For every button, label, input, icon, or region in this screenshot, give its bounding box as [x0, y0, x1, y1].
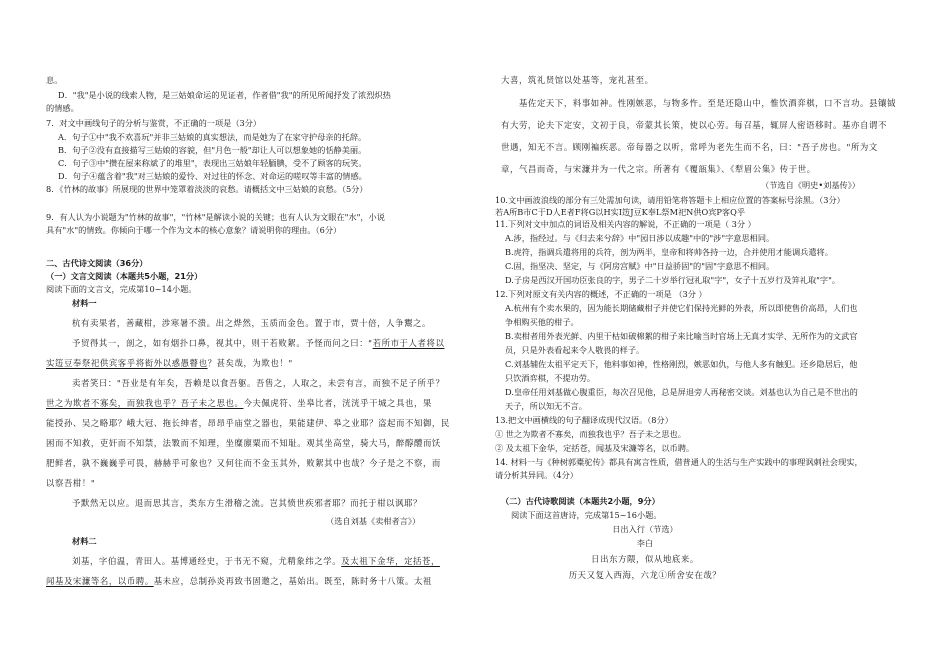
- material-2-p2: [46, 576, 432, 587]
- material-1-p9: 以察吾柑！": [46, 478, 96, 488]
- question-12: 12.下列对原文有关内容的概述，不正确的一项是 （3分 ）: [495, 289, 707, 299]
- question-10-line2: 若A所B市C于D人E者F将G以H实I笾J豆K奉L祭M祀N供O宾P客Q乎: [495, 207, 746, 217]
- question-8: 8．《竹林的故事》所展现的世界中笼罩着淡淡的哀愁。请概括文中三姑娘的哀愁。（5分）: [46, 184, 368, 194]
- material-2-title: 材料二: [72, 536, 97, 546]
- material-1-p2: [72, 338, 444, 349]
- material-2-source: （节选自《明史•刘基传》）: [761, 180, 860, 190]
- wavy-line-part2: 实笾豆奉祭祀供宾客乎将衒外以惑愚瞽也: [46, 358, 208, 368]
- material-2-p6: 世遇，知无不言。顾刚褊疾恶。帝每器之以听，常呼为老先生而不名，曰："吾子房也。"所为文: [501, 142, 878, 152]
- q12-option-c-1: C.刘基辅佐太祖平定天下，他料事如神，性格刚烈，嫉恶如仇，与他人多有触犯。还乡隐居后，他: [505, 359, 858, 369]
- material-2-p2b: 基未应，总制孙炎再致书固邀之，基始出。既至，陈时务十八策。太祖: [153, 576, 432, 586]
- q6-option-d-cont: 的情感。: [46, 103, 79, 113]
- material-1-p10: 予默然无以应。退而思其言，类东方生滑稽之流。岂其愤世疾邪者耶？而托于柑以讽耶？: [72, 498, 423, 508]
- question-7: 7．对文中画线句子的分析与鉴赏，不正确的一项是（3分）: [46, 118, 262, 128]
- q11-option-d: D.子房是西汉开国功臣张良的字，男子二十岁举行冠礼取"字"，女子十五岁行及笄礼取"字"。: [505, 275, 841, 285]
- q11-option-b: B.虎符，指调兵遣将用的兵符，剖为两半，皇帝和将帅各持一边，合并使用才能调兵遣将。: [505, 247, 833, 257]
- material-1-p7: 困而不知救，吏奸而不知禁，法斁而不知理，坐糜廪粟而不知耻。观其坐高堂，骑大马，醉醇醴而饫: [46, 438, 441, 448]
- q11-option-a: A.涉，指经过。与《归去来兮辞》中"园日涉以成趣"中的"涉"字意思相同。: [505, 233, 775, 243]
- material-1-p4: 卖者笑曰："吾业是有年矣，吾赖是以食吾躯。吾售之，人取之，未尝有言，而独不足子所乎？: [72, 378, 445, 388]
- question-14-line2: 请分析其异同。（4分）: [495, 470, 578, 480]
- underlined-sentence-2b: 闻基及宋濂等名，以币聘。: [46, 576, 154, 586]
- material-2-p1: [72, 556, 440, 567]
- q7-option-a: A．句子①中"我不欢喜玩"并非三姑娘的真实想法，而是她为了在家守护母亲的托辞。: [58, 132, 367, 142]
- material-1-source: （选自刘基《卖柑者言》）: [326, 516, 421, 526]
- section-2-1-intro: 阅读下面的文言文，完成第10~14小题。: [46, 284, 197, 294]
- material-1-p5: [46, 398, 432, 409]
- material-1-p3: [46, 358, 293, 369]
- q7-option-d: D．句子④蕴含着"我"对三姑娘的爱怜、对过往的怀念、对命运的嗟叹等丰富的情感。: [58, 171, 367, 181]
- poem-author: 李白: [636, 538, 654, 548]
- q12-option-a-1: A.杭州有个卖水果的，因为能长期储藏柑子并使它们保持光鲜的外表，所以即使售价高昂，人们也: [505, 303, 858, 313]
- q13-sentence-2: ② 及太祖下金华，定括苍，闻基及宋濂等名，以币聘。: [495, 443, 695, 453]
- material-1-p8: 肥鲜者，孰不巍巍乎可畏，赫赫乎可象也？又何往而不金玉其外，败絮其中也哉？今子是之不察，而: [46, 458, 441, 468]
- section-2-2-intro: 阅读下面这首唐诗，完成第15~16小题。: [511, 510, 662, 520]
- q12-option-a-2: 争相购买他的柑子。: [505, 317, 579, 327]
- underlined-sentence-2a: 及太祖下金华，定括苍，: [341, 556, 440, 566]
- q12-option-d-1: D.皇帝任用刘基做心腹重臣，每次召见他，总是屏退旁人再秘密交谈。刘基也认为自己是不世出的: [505, 387, 858, 397]
- question-10-line1: 10.文中画波浪线的部分有三处需加句读，请用铅笔将答题卡上相应位置的答案标号涂黑。（3分）: [495, 195, 845, 205]
- poem-line-1: 日出东方隈，似从地底来。: [591, 554, 699, 564]
- material-2-p3: 大喜，筑礼贤馆以处基等，宠礼甚至。: [501, 75, 654, 85]
- poem-title: 日出入行（节选）: [612, 524, 678, 534]
- material-2-p4: 基佐定天下，料事如神。性刚嫉恶，与物多忤。至是还隐山中，惟饮酒弈棋，口不言功。县镶钺: [519, 98, 896, 108]
- q12-option-b-1: B.卖柑者用外表光鲜、内里干枯如破棉絮的柑子来比喻当时官场上无真才实学、无所作为的文武官: [505, 331, 858, 341]
- section-2-heading: 二、古代诗文阅读（36分）: [46, 258, 148, 268]
- material-1-p5b: 今夫佩虎符、坐皋比者，洸洸乎干城之具也，果: [243, 398, 432, 408]
- material-1-p6: 能授孙、吴之略耶？峨大冠、拖长绅者，昂昂乎庙堂之器也，果能建伊、皋之业耶？盗起而不知御，民: [46, 418, 450, 428]
- q12-option-d-2: 天子，所以知无不言。: [505, 401, 587, 411]
- section-2-1-heading: （一）文言文阅读（本题共5小题，21分）: [46, 271, 203, 281]
- material-1-title: 材料一: [72, 298, 97, 308]
- q11-option-c: C.固，指坚决、坚定，与《阿房宫赋》中"日益骄固"的"固"字意思不相同。: [505, 261, 775, 271]
- material-2-p5: 有大劳，论夫下定安，文初于良，帝蒙其长策，使以心劳。每召基，辄屏人密语移时。基亦自谓不: [501, 120, 887, 130]
- material-1-p2a: 予贸得其一，剖之，如有烟扑口鼻，视其中，则干若败絮。予怪而问之曰：": [72, 338, 373, 348]
- question-9-line1: 9．有人认为小说题为"竹林的故事"，"竹林"是解读小说的关键；也有人认为文眼在"水"，小说: [46, 212, 385, 222]
- q6-option-d: D．"我"是小说的线索人物，是三姑娘命运的见证者，作者借"我"的所见所闻抒发了浓烈炽热: [58, 90, 391, 100]
- q6-tail: 息。: [46, 75, 63, 85]
- poem-line-2: 历天又复入西海，六龙①所舍安在哉？: [568, 570, 722, 580]
- q13-sentence-1: ① 世之为欺者不寡矣，而独我也乎？吾子未之思也。: [495, 429, 686, 439]
- material-1-p1: 杭有卖果者，善藏柑，涉寒暑不溃。出之烨然，玉质而金色。置于市，贾十倍，人争鬻之。: [72, 318, 431, 328]
- material-2-p1a: 刘基，字伯温，青田人。基博通经史，于书无不窥，尤精象纬之学。: [72, 556, 342, 566]
- q7-option-b: B．句子②没有直接描写三姑娘的容貌，但"月色一般"却让人可以想象她的恬静美丽。: [58, 145, 367, 155]
- q12-option-b-2: 员，只是外表看起来令人敬畏的样子。: [505, 345, 645, 355]
- wavy-line-part1: 若所市于人者将以: [372, 338, 445, 348]
- material-1-p3b: ？甚矣哉，为欺也！": [207, 358, 293, 368]
- q7-option-c: C．句子③中"攒在屋来称斌了的堆里"，表现出三姑娘年轻腼腆，受不了顾客的玩笑。: [58, 158, 367, 168]
- q12-option-c-2: 只饮酒弈棋，不提功劳。: [505, 373, 596, 383]
- underlined-sentence-1: 世之为欺者不寡矣，而独我也乎？吾子未之思也。: [46, 398, 244, 408]
- section-2-2-heading: （二）古代诗歌阅读（本题共2小题，9分）: [501, 496, 660, 506]
- material-2-p7: 章，气昌而奇，与宋濂并为一代之宗。所著有《覆瓿集》、《犁眉公集》传于世。: [501, 164, 816, 174]
- question-13: 13.把文中画横线的句子翻译成现代汉语。（8分）: [495, 415, 673, 425]
- question-9-line2: 具有"水"的情致。你倾向于哪一个作为文本的核心意象？请说明你的理由。（6分）: [46, 225, 342, 235]
- question-14-line1: 14. 材料一与《种树郭橐驼传》都具有寓言性质，借普通人的生活与生产实践中的事理讽刺社会现实，: [495, 457, 863, 467]
- question-11: 11.下列对文中加点的词语及相关内容的解说，不正确的一项是（ 3分 ）: [495, 219, 756, 229]
